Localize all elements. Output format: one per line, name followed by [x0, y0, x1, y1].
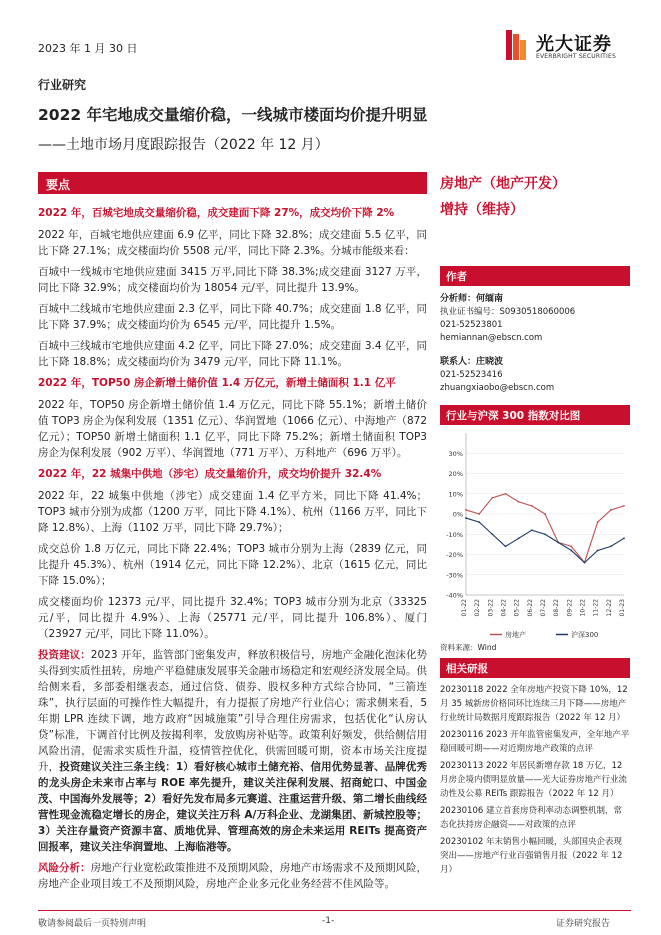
- x-tick-label: 09-22: [566, 599, 574, 617]
- highlight-heading-1: 2022 年，百城宅地成交量缩价稳，成交建面下降 27%，成交均价下降 2%: [38, 207, 395, 219]
- report-date: 2023 年 1 月 30 日: [38, 42, 138, 55]
- x-tick-label: 01-23: [619, 599, 626, 617]
- x-tick-label: 12-22: [605, 599, 613, 617]
- series-point: [531, 529, 533, 531]
- series-point: [478, 513, 480, 515]
- series-point: [623, 537, 625, 539]
- paragraph: 成交总价 1.8 万亿元，同比下降 22.4%；TOP3 城市分别为上海（2839 亿元，同比提升 45.3%）、杭州（1914 亿元，同比下降 12.2%）、北京（1615 亿元，同比下降 15.0%）；: [38, 543, 427, 587]
- chart-svg: [440, 425, 630, 641]
- investment-label: 投资建议：: [38, 649, 91, 661]
- x-tick-label: 07-22: [540, 599, 547, 617]
- investment-mainlines: 投资建议关注三条主线：1）看好核心城市土储充裕、信用优势显著、品牌优秀的龙头房企未来市占率与 ROE 率先提升，建议关注保利发展、招商蛇口、中国金茂、中国海外发展等；2）看好先发布局多元赛道、注重运营升级、第二增长曲线经营性现金流稳定增长的房企，建议关注万科 A/万科企业、龙湖集团、新城控股等；3）关注存量资产资源丰富、质地优异、管理高效的房企未来运用 REITs 提高资产回报率，建议关注华润置地、上海临港等。: [38, 761, 428, 853]
- key-points-body: [38, 205, 427, 897]
- series-point: [610, 509, 612, 511]
- paragraph: 2022 年，TOP50 房企新增土储价值 1.4 万亿元，同比下降 55.1%；新增土储价值 TOP3 房企为保利发展（1351 亿元）、华润置地（1066 亿元）、中海地产（872 亿元）；TOP50 新增土储面积 1.1 亿平，同比下降 75.2%；新增土储面积 TOP3 房企为保利发展（902 万平）、华润置地（771 万平）、万科地产（696 万平）。: [38, 399, 427, 459]
- page-number: -1-: [322, 916, 335, 926]
- logo-text: 光大证券: [536, 34, 612, 55]
- analyst-name: 分析师：何缅南: [440, 294, 504, 304]
- logo-mark-icon: [504, 28, 530, 62]
- footer-divider: [38, 910, 631, 911]
- series-point: [610, 546, 612, 548]
- x-tick-label: 03-22: [487, 599, 495, 617]
- author-block: [440, 292, 630, 395]
- chart-source: 资料来源：Wind: [440, 643, 497, 652]
- analyst-email[interactable]: hemiannan@ebscn.com: [440, 333, 543, 343]
- comparison-chart: [440, 425, 630, 641]
- risk-analysis: [38, 860, 427, 892]
- series-point: [478, 521, 480, 523]
- x-tick-label: 08-22: [553, 599, 561, 617]
- page-title: 2022 年宅地成交量缩价稳，一线城市楼面均价提升明显: [38, 106, 428, 124]
- series-point: [544, 533, 546, 535]
- series-point: [597, 521, 599, 523]
- footer-label: 证券研究报告: [556, 919, 611, 929]
- contact-email[interactable]: zhuangxiaobo@ebscn.com: [440, 383, 555, 393]
- series-point: [557, 541, 559, 543]
- y-tick-label: -30%: [446, 571, 463, 580]
- x-tick-label: 01-22: [461, 599, 468, 617]
- x-tick-label: 04-22: [500, 599, 508, 617]
- investment-text: 2023 开年，监管部门密集发声，释放积极信号，房地产金融化泡沫化势头得到实质性扭转，房地产平稳健康发展事关金融市场稳定和宏观经济发展全局。供给侧来看，多部委相继表态，通过信贷、债券、股权多种方式综合协同，“三箭连珠”，执行层面的可操作性大幅提升，有力提振了房地产行业信心；需求侧来看，5 年期 LPR 连续下调，地方政府“因城施策”引导合理住房需求，包括优化“认房认贷”标准，下调首付比例及按揭利率，发放购房补贴等。政策利好频发，供给侧信用风险出清，促需求实质性升温，疫情管控优化，供需回暖可期，资本市场关注度提升，: [38, 649, 428, 773]
- series-point: [465, 517, 467, 519]
- chart-heading: 行业与沪深 300 指数对比图: [440, 405, 630, 425]
- x-tick-label: 11-22: [592, 599, 600, 617]
- y-tick-label: -10%: [446, 530, 463, 539]
- series-point: [531, 505, 533, 507]
- related-report-item[interactable]: 20230113 2022 年居民新增存款 18 万亿，12 月房企境内债明显放量——光大证券房地产行业流动性及公募 REITs 跟踪报告（2022 年 12 月）: [440, 761, 628, 799]
- footer-disclaimer[interactable]: 敬请参阅最后一页特别声明: [38, 919, 147, 929]
- paragraph: 2022 年，百城宅地供应建面 6.9 亿平，同比下降 32.8%；成交建面 5.5 亿平，同比下降 27.1%；成交楼面均价 5508 元/平，同比下降 2.3%。分城市能级来看：: [38, 229, 427, 257]
- series-point: [623, 505, 625, 507]
- related-heading: 相关研报: [440, 658, 630, 678]
- series-point: [518, 501, 520, 503]
- x-tick-label: 06-22: [526, 599, 534, 617]
- series-point: [584, 562, 586, 564]
- related-report-item[interactable]: 20230116 2023 开年监管密集发声，全年地产平稳回暖可期——对近期房地产政策的点评: [440, 730, 630, 754]
- series-point: [465, 509, 467, 511]
- x-tick-label: 02-22: [474, 599, 482, 617]
- series-point: [570, 550, 572, 552]
- series-point: [544, 513, 546, 515]
- analyst-phone: 021-52523801: [440, 320, 503, 330]
- series-line: [466, 494, 624, 563]
- y-tick-label: -20%: [446, 551, 463, 559]
- related-list: [440, 683, 630, 877]
- paragraph: 百城中一线城市宅地供应建面 3415 万平,同比下降 38.3%;成交建面 3127 万平，同比下降 32.9%；成交楼面均价为 18054 元/平，同比提升 13.9%。: [38, 266, 427, 294]
- paragraph: 百城中二线城市宅地供应建面 2.3 亿平，同比下降 40.7%；成交建面 1.8 亿平，同比下降 37.9%；成交楼面均价为 6545 元/平，同比提升 1.5%。: [38, 303, 427, 331]
- key-points-heading: 要点: [38, 172, 427, 194]
- contact-name: 联系人：庄晓波: [440, 357, 504, 367]
- logo-subtext: EVERBRIGHT SECURITIES: [536, 53, 616, 60]
- y-tick-label: 0%: [452, 510, 463, 519]
- rating: 增持（维持）: [440, 202, 524, 218]
- y-tick-label: -40%: [446, 591, 463, 600]
- legend-label: 房地产: [505, 631, 526, 639]
- y-tick-label: 10%: [448, 490, 463, 499]
- legend-label: 沪深300: [571, 631, 599, 639]
- risk-label: 风险分析：: [38, 862, 91, 874]
- page-subtitle: ——土地市场月度跟踪报告（2022 年 12 月）: [38, 137, 329, 153]
- risk-text: 房地产行业宽松政策推进不及预期风险，房地产市场需求不及预期风险，房地产企业项目竣工不及预期风险，房地产企业多元化业务经营不佳风险等。: [38, 862, 428, 890]
- analyst-cert: 执业证书编号：S0930518060006: [440, 307, 576, 317]
- author-heading: 作者: [440, 266, 630, 286]
- sector-name: 房地产（地产开发）: [440, 176, 566, 192]
- series-point: [505, 493, 507, 495]
- series-point: [491, 497, 493, 499]
- investment-advice: [38, 647, 427, 855]
- x-tick-label: 05-22: [513, 599, 521, 617]
- related-report-item[interactable]: 20230106 建立首套房贷利率动态调整机制，常态化扶持房企融资——对政策的点评: [440, 806, 622, 830]
- highlight-heading-2: 2022 年，TOP50 房企新增土储价值 1.4 万亿元，新增土储面积 1.1 亿平: [38, 377, 396, 389]
- related-report-item[interactable]: 20230118 2022 全年房地产投资下降 10%，12 月 35 城新房价格同环比连续三月下降——房地产行业统计局数据月度跟踪报告（2022 年 12 月）: [440, 685, 628, 723]
- paragraph: 百城中三线城市宅地供应建面 4.2 亿平，同比下降 27.0%；成交建面 3.4 亿平，同比下降 18.8%；成交楼面均价为 3479 元/平，同比下降 11.1%。: [38, 340, 427, 368]
- report-category: 行业研究: [38, 78, 87, 92]
- related-report-item[interactable]: 20230102 年末销售小幅回暖，头部国央企表现突出——房地产行业百强销售月报（2022 年 12 月）: [440, 837, 623, 875]
- y-tick-label: 30%: [448, 449, 463, 458]
- series-point: [505, 546, 507, 548]
- series-point: [491, 533, 493, 535]
- series-point: [570, 546, 572, 548]
- y-tick-label: 20%: [448, 470, 463, 478]
- highlight-heading-3: 2022 年，22 城集中供地（涉宅）成交量缩价升，成交均价提升 32.4%: [38, 468, 382, 480]
- series-point: [597, 550, 599, 552]
- series-line: [466, 518, 624, 563]
- paragraph: 成交楼面均价 12373 元/平，同比提升 32.4%；TOP3 城市分别为北京（33325 元/平，同比提升 4.9%）、上海（25771 元/平，同比提升 106.8%）、厦门（23927 元/平，同比下降 11.0%）。: [38, 596, 427, 640]
- paragraph: 2022 年，22 城集中供地（涉宅）成交建面 1.4 亿平方米，同比下降 41.4%；TOP3 城市分别为成都（1200 万平，同比下降 4.1%）、杭州（1166 万平，同比下降 12.8%）、上海（1102 万平，同比下降 29.7%）；: [38, 490, 427, 534]
- sidebar: [440, 172, 630, 880]
- x-tick-label: 10-22: [579, 599, 587, 617]
- contact-phone: 021-52523416: [440, 370, 503, 380]
- company-logo: [504, 26, 634, 64]
- series-point: [518, 537, 520, 539]
